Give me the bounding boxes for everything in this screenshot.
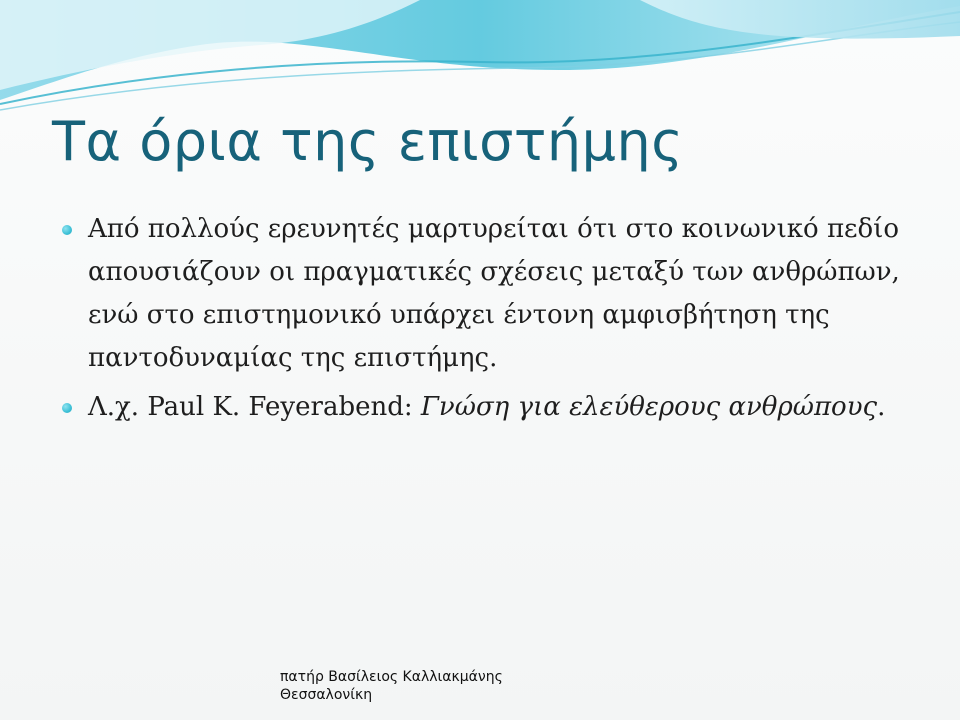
bullet-text: Από πολλούς ερευνητές μαρτυρείται ότι στο κοινωνικό πεδίο απουσιάζουν οι πραγματικές σχέσεις μεταξύ των ανθρώπων, ενώ στο επιστημονικό υπάρχει έντονη αμφισβήτηση της παντοδυναμίας της επιστήμης.: [88, 214, 900, 373]
bullet-list: [60, 208, 910, 435]
bullet-citation-prefix: Λ.χ. Paul K. Feyerabend:: [88, 392, 421, 422]
bullet-item: [60, 386, 910, 429]
bullet-icon: [62, 225, 72, 235]
slide-title: Τα όρια της επιστήμης: [52, 110, 684, 173]
footer-author: [280, 668, 503, 704]
footer-author-name: πατήρ Βασίλειος Καλλιακμάνης: [280, 669, 503, 685]
footer-location: Θεσσαλονίκη: [280, 687, 373, 703]
book-title: Γνώση για ελεύθερους ανθρώπους: [420, 392, 878, 422]
header-wave-decoration: [0, 0, 960, 120]
bullet-item: [60, 208, 910, 380]
bullet-citation-suffix: .: [877, 392, 886, 422]
bullet-icon: [62, 403, 72, 413]
